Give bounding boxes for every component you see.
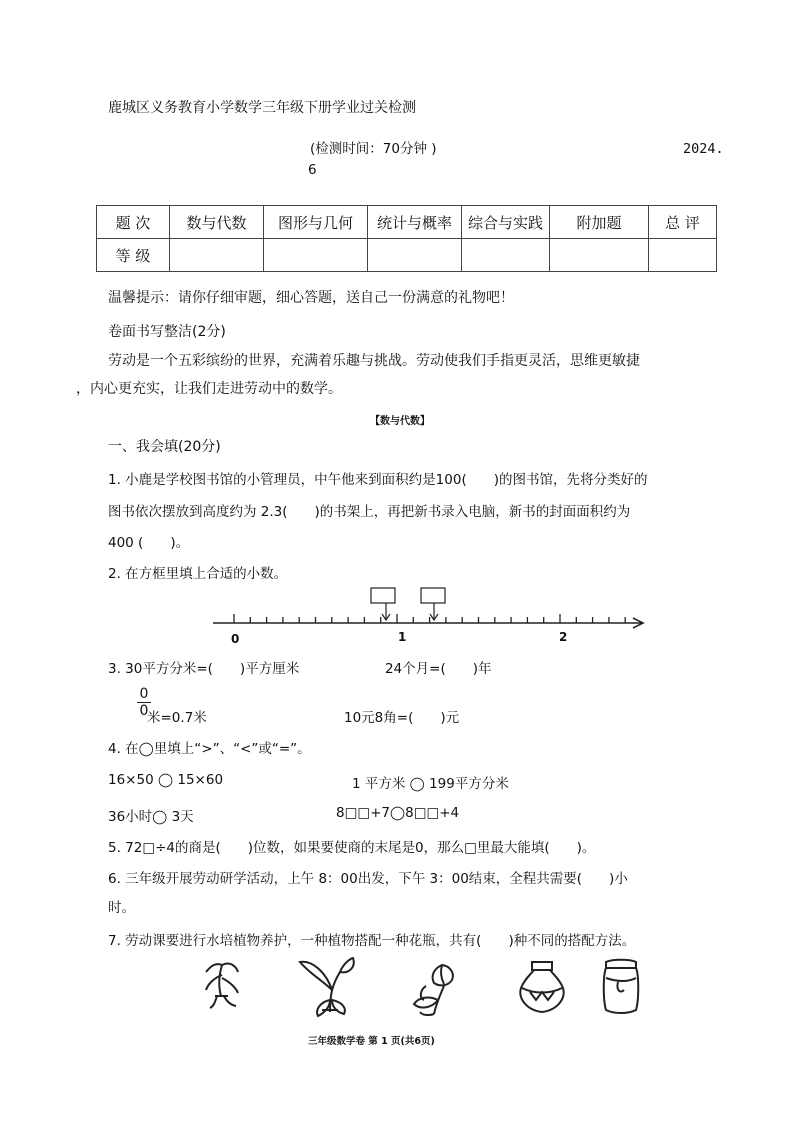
- table-cell: 总 评: [649, 206, 717, 239]
- table-cell: 综合与实践: [462, 206, 550, 239]
- intro-line-2: ，内心更充实，让我们走进劳动中的数学。: [76, 381, 342, 397]
- table-cell: 数与代数: [170, 206, 264, 239]
- question-6-line-2: 时。: [108, 900, 135, 916]
- page-footer: 三年级数学卷 第 1 页(共6页): [308, 1036, 435, 1047]
- table-cell: 统计与概率: [368, 206, 462, 239]
- question-7: 7. 劳动课要进行水培植物养护，一种植物搭配一种花瓶，共有( )种不同的搭配方法。: [108, 933, 636, 949]
- number-line-label: 1: [398, 630, 407, 644]
- question-3b: 24个月=( )年: [385, 661, 492, 677]
- question-3d: 10元8角=( )元: [344, 710, 460, 726]
- vase-icon: [520, 962, 563, 1012]
- table-cell: 题 次: [97, 206, 170, 239]
- plant-leaves-icon: [300, 958, 354, 1016]
- table-cell: 等 级: [97, 239, 170, 272]
- question-1-line-2: 图书依次摆放到高度约为 2.3( )的书架上，再把新书录入电脑，新书的封面面积约为: [108, 504, 631, 520]
- question-2-text: 2. 在方框里填上合适的小数。: [108, 566, 288, 582]
- number-line-label: 2: [559, 630, 568, 644]
- question-3a: 3. 30平方分米=( )平方厘米: [108, 661, 300, 677]
- question-1-line-1: 1. 小鹿是学校图书馆的小管理员，中午他来到面积约是100( )的图书馆，先将分类好的: [108, 472, 648, 488]
- question-1-line-3: 400 ( )。: [108, 535, 190, 551]
- exam-time: (检测时间：70分钟 ): [310, 141, 437, 157]
- exam-title: 鹿城区义务教育小学数学三年级下册学业过关检测: [108, 100, 416, 116]
- intro-line-1: 劳动是一个五彩缤纷的世界，充满着乐趣与挑战。劳动使我们手指更灵活，思维更敏捷: [108, 353, 640, 369]
- question-4b: 1 平方米 ◯ 199平方分米: [352, 776, 509, 792]
- question-4c: 36小时◯ 3天: [108, 809, 194, 825]
- table-cell: 图形与几何: [264, 206, 368, 239]
- question-3c: 米=0.7米: [147, 710, 207, 726]
- part1-title: 一、我会填(20分): [108, 439, 221, 455]
- fraction-denominator: 0: [139, 703, 149, 719]
- plant-sprout-icon: [206, 964, 238, 1008]
- exam-date: 2024.: [683, 141, 724, 157]
- section-label: 【数与代数】: [370, 416, 430, 427]
- table-cell: 附加题: [550, 206, 649, 239]
- lotus-icon: [414, 965, 453, 1015]
- question-5: 5. 72□÷4的商是( )位数，如果要使商的末尾是0，那么□里最大能填( )。: [108, 840, 596, 856]
- tips-text: 温馨提示：请你仔细审题，细心答题，送自己一份满意的礼物吧！: [108, 290, 514, 306]
- question-6-line-1: 6. 三年级开展劳动研学活动，上午 8：00出发，下午 3：00结束，全程共需要( )小: [108, 871, 628, 887]
- exam-date-cont: 6: [308, 162, 317, 178]
- question-4-text: 4. 在◯里填上“>”、“<”或“=”。: [108, 741, 311, 757]
- number-line-label: 0: [231, 632, 240, 646]
- jar-icon: [604, 960, 639, 1013]
- question-4a: 16×50 ◯ 15×60: [108, 772, 224, 788]
- question-4d: 8□□+7◯8□□+4: [336, 805, 460, 821]
- handwriting-note: 卷面书写整洁(2分): [108, 324, 226, 340]
- fraction-numerator: 0: [139, 686, 149, 702]
